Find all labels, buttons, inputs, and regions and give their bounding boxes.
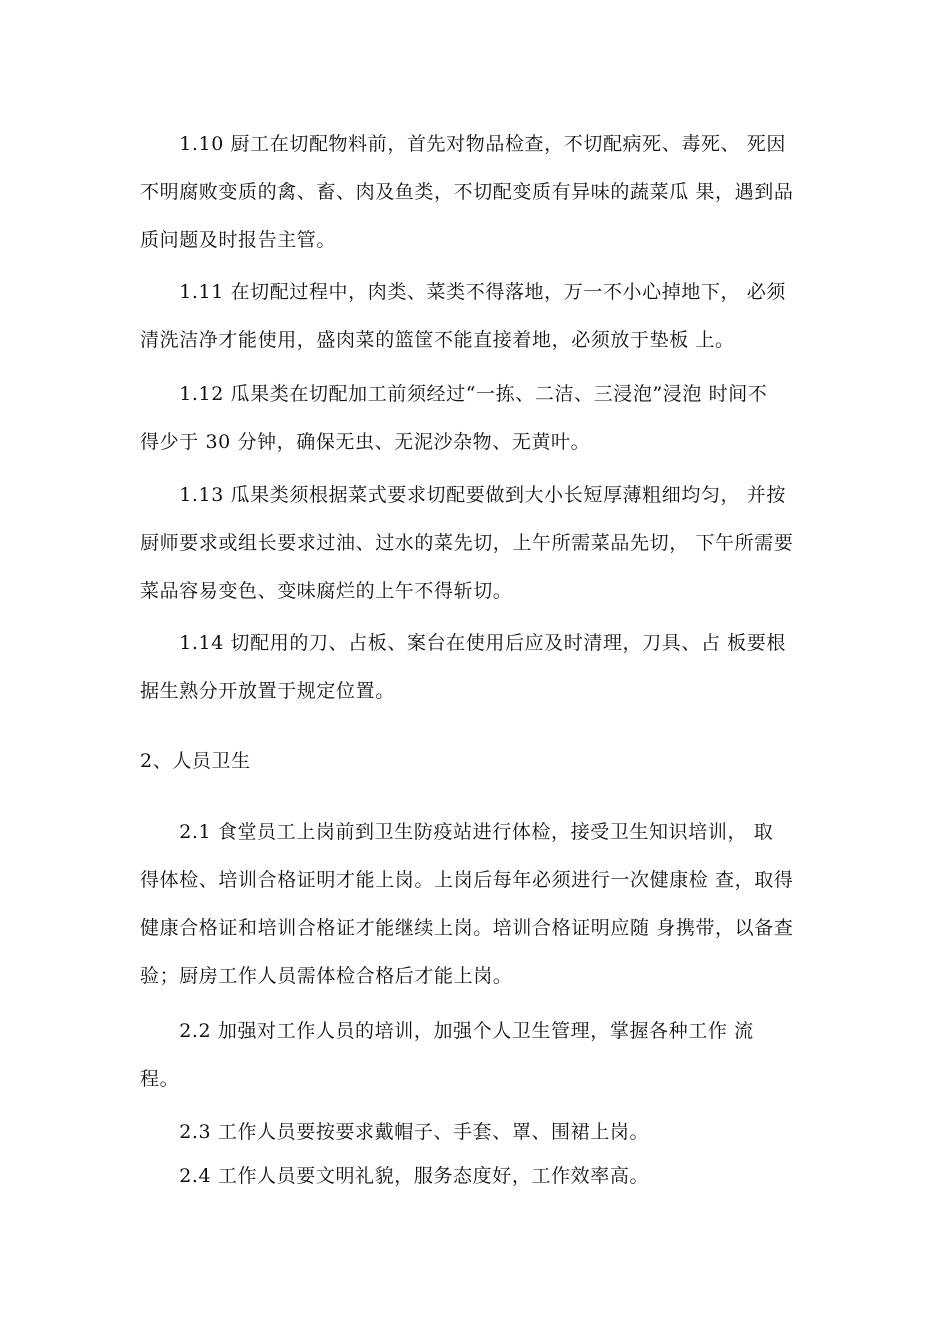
- text-line: 菜品容易变色、变味腐烂的上午不得斩切。: [140, 580, 513, 602]
- text-line: 2.4 工作人员要文明礼貌，服务态度好，工作效率高。: [140, 1165, 650, 1187]
- paragraph-2-4: [140, 1152, 820, 1200]
- text-line: 2.2 加强对工作人员的培训，加强个人卫生管理，掌握各种工作 流: [140, 1020, 754, 1042]
- text-line: 2.1 食堂员工上岗前到卫生防疫站进行体检，接受卫生知识培训， 取: [140, 821, 774, 843]
- text-line: 得少于 30 分钟，确保无虫、无泥沙杂物、无黄叶。: [140, 431, 591, 453]
- paragraph-1-11: [140, 268, 820, 364]
- text-line: 得体检、培训合格证明才能上岗。上岗后每年必须进行一次健康检 查，取得: [140, 869, 794, 891]
- paragraph-2-2: [140, 1007, 820, 1103]
- text-line: 程。: [140, 1068, 180, 1090]
- text-line: 清洗洁净才能使用，盛肉菜的篮筐不能直接着地，必须放于垫板 上。: [140, 329, 735, 351]
- text-line: 健康合格证和培训合格证才能继续上岗。培训合格证明应随 身携带，以备查: [140, 917, 794, 939]
- paragraph-2-1: [140, 808, 820, 1000]
- paragraph-1-12: [140, 370, 820, 466]
- text-line: 质问题及时报告主管。: [140, 229, 337, 251]
- text-line: 1.12 瓜果类在切配加工前须经过“一拣、二洁、三浸泡”浸泡 时间不: [140, 383, 768, 405]
- paragraph-1-13: [140, 471, 820, 615]
- text-line: 验；厨房工作人员需体检合格后才能上岗。: [140, 965, 513, 987]
- paragraph-1-14: [140, 619, 820, 715]
- section-heading: 2、人员卫生: [140, 750, 251, 772]
- paragraph-1-10: [140, 120, 820, 264]
- text-line: 1.10 厨工在切配物料前，首先对物品检查，不切配病死、毒死、 死因: [140, 133, 786, 155]
- text-line: 1.11 在切配过程中，肉类、菜类不得落地，万一不小心掉地下， 必须: [140, 281, 786, 303]
- text-line: 厨师要求或组长要求过油、过水的菜先切，上午所需菜品先切， 下午所需要: [140, 532, 794, 554]
- text-line: 1.13 瓜果类须根据菜式要求切配要做到大小长短厚薄粗细均匀， 并按: [140, 484, 786, 506]
- text-line: 2.3 工作人员要按要求戴帽子、手套、罩、围裙上岗。: [140, 1121, 650, 1143]
- text-line: 不明腐败变质的禽、畜、肉及鱼类，不切配变质有异味的蔬菜瓜 果，遇到品: [140, 181, 794, 203]
- paragraph-2-3: [140, 1108, 820, 1156]
- text-line: 1.14 切配用的刀、占板、案台在使用后应及时清理，刀具、占 板要根: [140, 632, 786, 654]
- text-line: 据生熟分开放置于规定位置。: [140, 680, 395, 702]
